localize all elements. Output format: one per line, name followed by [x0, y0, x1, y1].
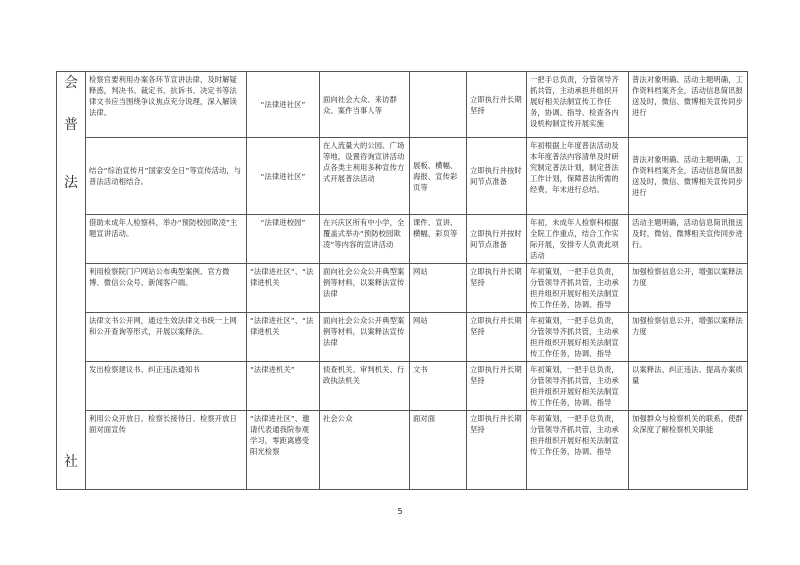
timing-cell: 立即执行并长期坚持 [467, 313, 527, 362]
content-cell: 借助未成年人检察科，举办“预防校园欺凌”主题宣讲活动。 [86, 215, 247, 264]
category-cell [57, 215, 86, 264]
audience-cell: 面向社会公众公开典型案例等材料，以案释法宣传法律 [320, 313, 410, 362]
content-cell: 检察官要利用办案各环节宣讲法律，及时解疑释惑，判决书、裁定书、抗诉书、决定书等法律文书应当围绕争议焦点充分说理，深入解读法律。 [86, 72, 247, 138]
category-cell [57, 72, 86, 138]
form-cell [410, 72, 467, 138]
form-cell: 文书 [410, 362, 467, 411]
form-cell: 课件、宣讲、横幅、彩页等 [410, 215, 467, 264]
timing-cell: 立即执行并长期坚持 [467, 362, 527, 411]
category-cell [57, 138, 86, 215]
effect-cell: 加强群众与检察机关的联系，使群众深度了解检察机关职能 [629, 411, 748, 490]
table-row [57, 72, 748, 138]
brand-cell: “法律进社区”、邀请代表通我院参观学习，零距离感受阳光检察 [247, 411, 320, 490]
measure-cell: 年初根据上年度普法活动及本年度普法内容清单及时研究制定普法计划，制定普法工作计划，保障普法所需的经费，年末进行总结。 [527, 138, 629, 215]
timing-cell: 立即执行并长期坚持 [467, 411, 527, 490]
table-row [57, 215, 748, 264]
measure-cell: 年初策划，一把手总负责，分管领导齐抓共管，主动承担并组织开展好相关法制宣传工作任务，协调、指导 [527, 411, 629, 490]
audience-cell: 面向社会大众、来访群众、案件当事人等 [320, 72, 410, 138]
timing-cell: 立即执行并按时间节点准备 [467, 215, 527, 264]
brand-cell: “法律进校园” [247, 215, 320, 264]
publicity-plan-table [56, 71, 748, 490]
table-row [57, 264, 748, 313]
brand-cell: “法律进社区” [247, 72, 320, 138]
effect-cell: 普法对象明确、活动主题明确，工作资料档案齐全，活动信息简讯报送及时，微信、微博相关宣传同步进行 [629, 138, 748, 215]
audience-cell: 面向社会公众公开典型案例等材料，以案释法宣传法律 [320, 264, 410, 313]
table-row [57, 313, 748, 362]
table-row [57, 362, 748, 411]
content-cell: 法律文书公开网，通过生效法律文书统一上网和公开查询等形式，开展以案释法。 [86, 313, 247, 362]
audience-cell: 在人流量大的公园、广场等地，设置咨询宣讲活动点各类主利用多种宣传方式开展普法活动 [320, 138, 410, 215]
page-number: 5 [397, 507, 403, 516]
audience-cell: 侦查机关、审判机关、行政执法机关 [320, 362, 410, 411]
measure-cell: 年初，未成年人检察科根据全院工作重点，结合工作实际开展，安排专人负责此项活动 [527, 215, 629, 264]
content-cell: 利用检察院门户网站公布典型案例、官方微博、微信公众号、新闻客户端。 [86, 264, 247, 313]
policy-table-sheet [56, 71, 748, 490]
category-char: 普 [63, 117, 79, 133]
measure-cell: 年初策划，一把手总负责，分管领导齐抓共管，主动承担并组织开展好相关法制宣传工作任务，协调、指导 [527, 362, 629, 411]
form-cell: 展板、横幅、海报、宣传彩页等 [410, 138, 467, 215]
form-cell: 面对面 [410, 411, 467, 490]
category-char: 法 [63, 174, 79, 191]
content-cell: 发出检察建议书、纠正违法通知书 [86, 362, 247, 411]
effect-cell: 加强检察信息公开，增强以案释法力度 [629, 264, 748, 313]
effect-cell: 活动主题明确，活动信息简讯报送及时，微信、微博相关宣传同步进行。 [629, 215, 748, 264]
measure-cell: 年初策划，一把手总负责，分管领导齐抓共管，主动承担并组织开展好相关法制宣传工作任务，协调、指导 [527, 313, 629, 362]
timing-cell: 立即执行并按时间节点准备 [467, 138, 527, 215]
audience-cell: 在兴庆区所有中小学，全覆盖式举办“预防校园欺凌”等内容的宣讲活动 [320, 215, 410, 264]
measure-cell: 一把手总负责，分管领导齐抓共管，主动承担并组织开展好相关法制宣传工作任务，协调、指导、检查各内设机构制宣传开展实施 [527, 72, 629, 138]
content-cell: 利用公众开放日、检察长接待日、检察开放日面对面宣传 [86, 411, 247, 490]
brand-cell: “法律进社区” [247, 138, 320, 215]
form-cell: 网站 [410, 264, 467, 313]
table-row [57, 138, 748, 215]
measure-cell: 年初策划，一把手总负责，分管领导齐抓共管，主动承担并组织开展好相关法制宣传工作任务，协调、指导 [527, 264, 629, 313]
effect-cell: 普法对象明确、活动主题明确，工作资料档案齐全，活动信息简讯报送及时，微信、微博相关宣传同步进行 [629, 72, 748, 138]
audience-cell: 社会公众 [320, 411, 410, 490]
table-row [57, 411, 748, 490]
category-char: 会 [63, 75, 79, 91]
category-cell [57, 411, 86, 490]
category-char: 社 [63, 453, 79, 470]
brand-cell: “法律进社区”、“法律进机关 [247, 264, 320, 313]
category-cell [57, 362, 86, 411]
effect-cell: 以案释法、纠正违法、提高办案质量 [629, 362, 748, 411]
brand-cell: “法律进机关” [247, 362, 320, 411]
effect-cell: 加强检察信息公开，增强以案释法力度 [629, 313, 748, 362]
timing-cell: 立即执行并长期坚持 [467, 72, 527, 138]
category-cell [57, 313, 86, 362]
category-cell [57, 264, 86, 313]
content-cell: 结合“综治宣传月”国家安全日”等宣传活动，与普法活动相结合。 [86, 138, 247, 215]
form-cell: 网站 [410, 313, 467, 362]
timing-cell: 立即执行并长期坚持 [467, 264, 527, 313]
brand-cell: “法律进社区”、“法律进机关 [247, 313, 320, 362]
